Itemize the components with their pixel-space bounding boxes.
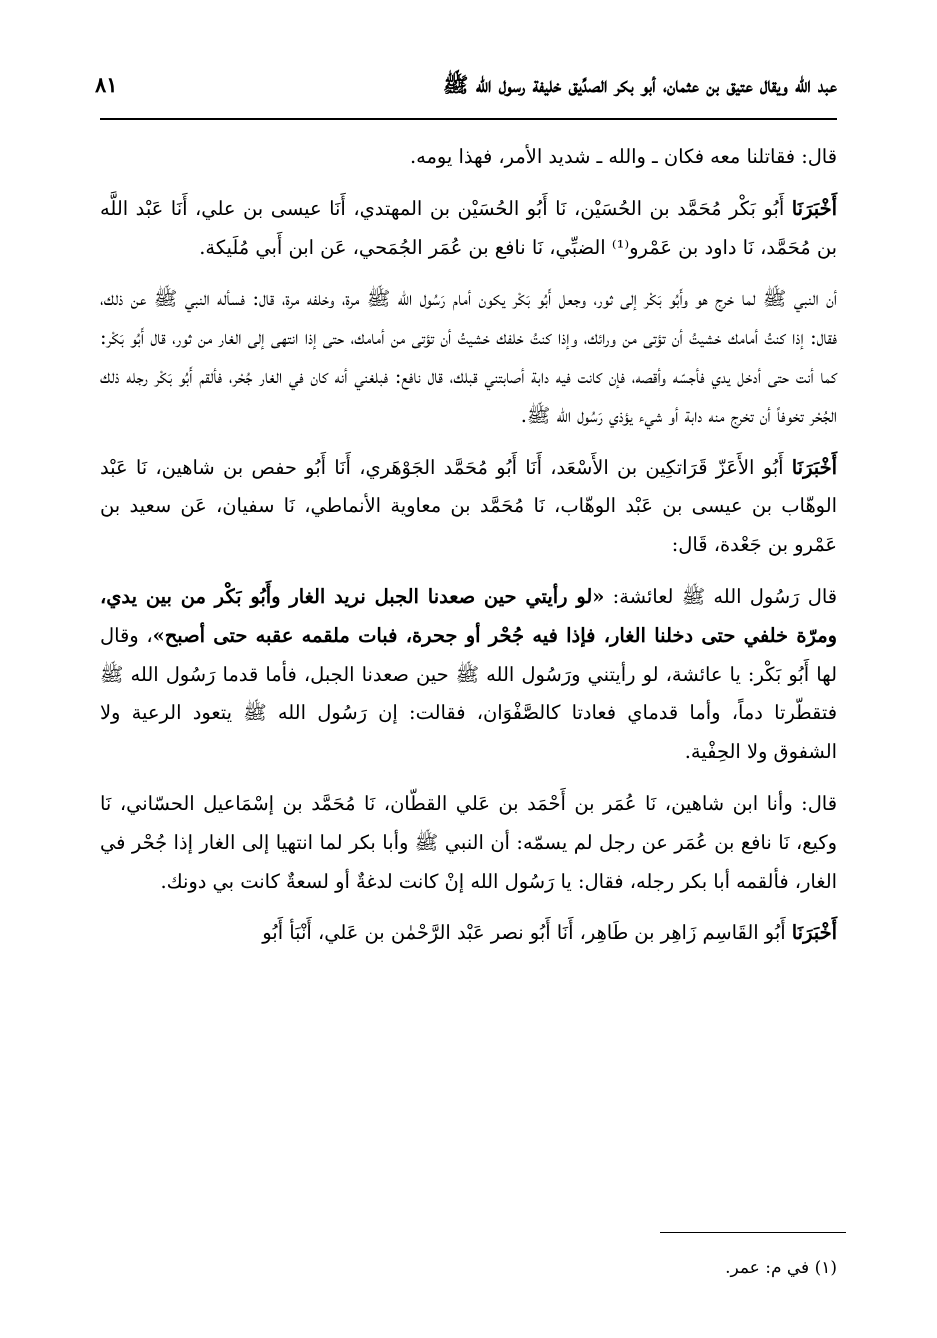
paragraph-text: قال: وأنا ابن شاهين، نَا عُمَر بن أَحْمَد بن عَلي القطّان، نَا مُحَمَّد بن إسْمَاعيل الحسّاني، نَا وكيع، نَا نافع بن عُمَر عن رجل لم يسمّه: أن النبي ﷺ وأبا بكر لما انتهيا إلى الغار إذا جُحْر في الغار، فألقمه أبا بكر رجله، فقال: يا رَسُول الله إنْ كانت لدغةٌ أو لسعةٌ كانت بي دونك. [100,791,837,893]
footnote-divider [660,1232,846,1233]
footnote: (١) في م: عمر. [725,1258,837,1278]
paragraph-6 [100,785,837,901]
paragraph-text: أن النبي ﷺ لما خرج هو وأَبُو بَكْر إلى ثور، وجعل أَبُو بَكْر يكون أمام رَسُول الله ﷺ مرة، وخلفه مرة، قال: فسأله النبي ﷺ عن ذلك، فقال: إذا كنتُ أمامك خشيتُ أن تؤتى من ورائك، وإذا كنتُ خلفك خشيتُ أن تؤتى من أمامك، حتى إذا انتهى إلى الغار من ثور، قال أَبُو بَكْر: كما أنت حتى أدخل يدي فأجسّه وأقصه، فإن كانت فيه دابة أصابتني قبلك، قال نافع: فبلغني أنه كان في الغار جُحْر، فألقم أَبُو بَكْر رجله ذلك الجُحْر تخوفاً أن تخرج منه دابة أو شيء يؤذي رَسُول الله ﷺ. [100,287,837,427]
paragraph-text: أَبُو القَاسِم زَاهِر بن طَاهِر، أَنَا أَبُو نصر عَبْد الرَّحْمٰن بن عَلي، أَنْبَأ أَبُو [262,921,792,945]
page-number: ٨١ [95,72,118,97]
paragraph-intro: قال رَسُول الله ﷺ لعائشة: [604,584,837,608]
paragraph-5 [100,578,837,772]
paragraph-text: أَبُو الأَعَزّ قَرَاتكِين بن الأَسْعَد، أَنَا أَبُو مُحَمَّد الجَوْهَري، أَنَا أَبُو حفص بن شاهين، نَا عَبْد الوهّاب بن عيسى بن عَبْد الوهّاب، نَا مُحَمَّد بن معاوية الأنماطي، نَا سفيان، عَن سعيد بن عَمْرو بن جَعْدة، قَال: [100,455,837,557]
paragraph-2 [100,190,837,268]
paragraph-4 [100,449,837,565]
isnad-lead: أَخْبَرَنَا [791,921,837,945]
paragraph-text: ، وقال لها أَبُو بَكْر: يا عائشة، لو رأيتني ورَسُول الله ﷺ حين صعدنا الجبل، فأما قدما رَسُول الله ﷺ فتقطّرتا دماً، وأما قدماي فعادتا كالصَّفْوَان، فقالت: إن رَسُول الله ﷺ يتعود الرعية ولا الشفوق ولا الحِفْية. [100,623,837,764]
paragraph-7 [100,914,837,953]
running-header-title: عبد الله ويقال عتيق بن عثمان، أبو بكر الصدِّيق خليفة رسول الله ﷺ [443,72,837,97]
paragraph-text: قال: فقاتلنا معه فكان ـ والله ـ شديد الأمر، فهذا يومه. [409,145,837,168]
main-text [100,138,837,966]
paragraph-1 [100,138,837,177]
hadith-quote: «لو رأيتي حين صعدنا الجبل نريد الغار وأَبُو بَكْر من بين يدي، ومرّة خلفي حتى دخلنا الغار، فإذا فيه جُحْر أو جحرة، فبات ملقمه عقبه حتى أصبح» [100,584,837,647]
paragraph-text: أَبُو بَكْر مُحَمَّد بن الحُسَيْن، نَا أَبُو الحُسَيْن بن المهتدي، أَنَا عيسى بن علي، أَنَا عَبْد اللَّه بن مُحَمَّد، نَا داود بن عَمْرو⁽¹⁾ الضبِّي، نَا نافع بن عُمَر الجُمَحي، عَن ابن أَبي مُلَيكة. [100,196,837,259]
header-divider [100,118,837,120]
isnad-lead: أَخْبَرَنَا [791,455,837,479]
isnad-lead: أَخْبَرَنَا [791,196,837,220]
paragraph-3 [100,280,837,435]
